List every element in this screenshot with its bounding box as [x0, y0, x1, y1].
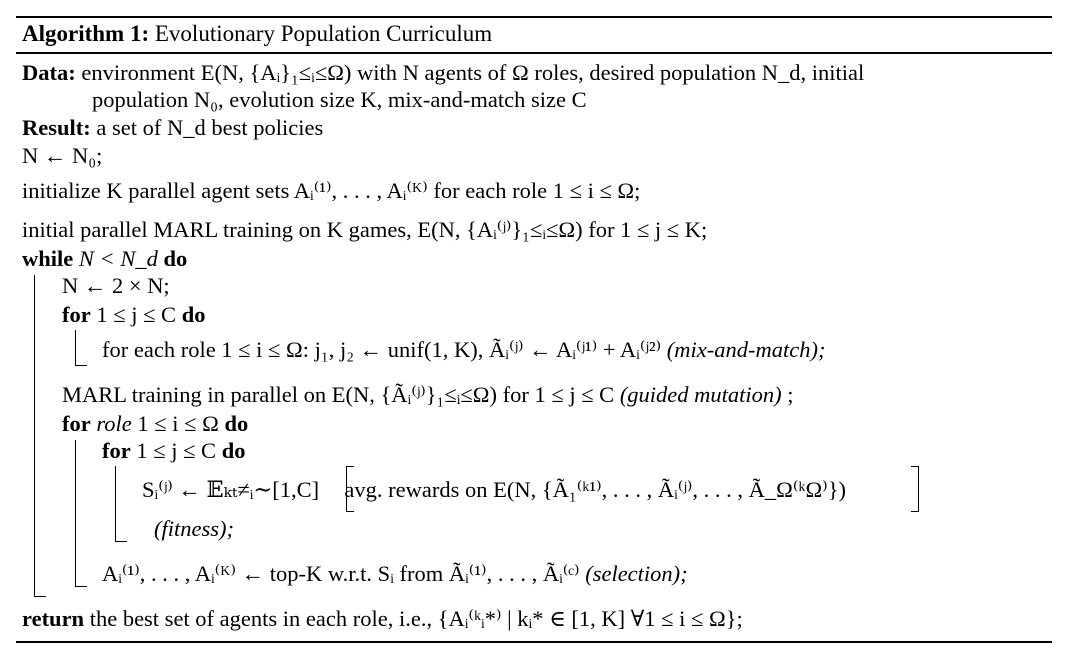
mix-and-match-line	[102, 337, 825, 363]
role-keyword: role	[96, 411, 132, 436]
for-role-line	[62, 411, 248, 437]
top-rule	[16, 16, 1052, 18]
guided-mutation-line	[62, 382, 794, 408]
fitness-lhs: Sᵢ⁽ʲ⁾ ← 𝔼ₖₜ≠ᵢ∼[1,C]	[142, 477, 320, 502]
bottom-rule	[16, 641, 1052, 643]
return-keyword: return	[22, 606, 85, 631]
selection-line	[102, 561, 688, 587]
init-population-text: N ← N₀;	[22, 143, 103, 168]
for-keyword: for	[62, 302, 91, 327]
double-population-line	[62, 273, 170, 299]
selection-note: (selection);	[585, 561, 688, 586]
initial-training-line	[22, 217, 707, 243]
for-mix-condition: 1 ≤ j ≤ C	[96, 302, 177, 327]
while-line	[22, 246, 187, 272]
caption-rule	[16, 52, 1052, 54]
result-text: a set of N_d best policies	[96, 115, 324, 140]
do-keyword: do	[163, 246, 188, 271]
return-line	[22, 606, 743, 632]
fitness-bracket-left	[346, 466, 354, 512]
data-text-1: environment E(N, {Aᵢ}₁≤ᵢ≤Ω) with N agents of Ω roles, desired population N_d, initial	[81, 60, 865, 85]
do-keyword: do	[224, 411, 249, 436]
caption-title: Evolutionary Population Curriculum	[154, 21, 493, 46]
data-keyword: Data:	[22, 60, 76, 85]
data-text-2: population N₀, evolution size K, mix-and-match size C	[92, 87, 587, 112]
for-mix-block-end	[75, 365, 87, 366]
result-keyword: Result:	[22, 115, 91, 140]
selection-text: Aᵢ⁽¹⁾, . . . , Aᵢ⁽ᴷ⁾ ← top-K w.r.t. Sᵢ from Ãᵢ⁽¹⁾, . . . , Ãᵢ⁽ᶜ⁾	[102, 561, 580, 586]
fitness-bracket-right	[911, 466, 919, 512]
do-keyword: do	[221, 438, 246, 463]
while-block-end	[34, 596, 46, 597]
initial-training-text: initial parallel MARL training on K games, E(N, {Aᵢ⁽ʲ⁾}₁≤ᵢ≤Ω) for 1 ≤ j ≤ K;	[22, 217, 708, 242]
fitness-line	[142, 477, 846, 503]
fitness-note: (fitness);	[154, 516, 234, 541]
return-text: the best set of agents in each role, i.e., {Aᵢ⁽ᵏᵢ*⁾ | kᵢ* ∈ [1, K] ∀1 ≤ i ≤ Ω};	[89, 606, 743, 631]
for-keyword: for	[102, 438, 131, 463]
while-keyword: while	[22, 246, 74, 271]
for-mix-block-bar	[75, 330, 76, 366]
for-fitness-block-end	[115, 541, 127, 542]
caption-label: Algorithm 1:	[22, 21, 150, 46]
do-keyword: do	[181, 302, 206, 327]
mix-and-match-text: for each role 1 ≤ i ≤ Ω: j₁, j₂ ← unif(1, K), Ãᵢ⁽ʲ⁾ ← Aᵢ⁽ʲ¹⁾ + Aᵢ⁽ʲ²⁾	[102, 337, 662, 362]
init-agent-sets-text: initialize K parallel agent sets Aᵢ⁽¹⁾, . . . , Aᵢ⁽ᴷ⁾ for each role 1 ≤ i ≤ Ω;	[22, 178, 641, 203]
guided-mutation-note: (guided mutation)	[619, 382, 782, 407]
for-fitness-block-bar	[115, 466, 116, 542]
algorithm-caption	[22, 21, 492, 47]
guided-mutation-end: ;	[781, 382, 794, 407]
mix-and-match-note: (mix-and-match);	[666, 337, 826, 362]
for-keyword: for	[62, 411, 91, 436]
fitness-note-line	[154, 516, 234, 542]
double-population-text: N ← 2 × N;	[62, 273, 170, 298]
for-fitness-condition: 1 ≤ j ≤ C	[136, 438, 217, 463]
for-role-block-end	[75, 586, 87, 587]
for-mix-line	[62, 302, 205, 328]
init-agent-sets-line	[22, 178, 640, 204]
for-role-condition: 1 ≤ i ≤ Ω	[137, 411, 219, 436]
guided-mutation-text: MARL training in parallel on E(N, {Ãᵢ⁽ʲ⁾}₁≤ᵢ≤Ω) for 1 ≤ j ≤ C	[62, 382, 615, 407]
data-line-2	[92, 87, 587, 113]
algorithm-box	[16, 0, 1052, 653]
init-population-line	[22, 143, 102, 169]
while-condition: N < N_d	[78, 246, 158, 271]
result-line	[22, 115, 323, 141]
for-fitness-line	[102, 438, 245, 464]
fitness-inner: avg. rewards on E(N, {Ã₁⁽ᵏ¹⁾, . . . , Ãᵢ⁽ʲ⁾, . . . , Ã_Ω⁽ᵏΩ⁾})	[344, 477, 846, 502]
while-block-bar	[34, 275, 35, 597]
data-line	[22, 60, 864, 86]
for-role-block-bar	[75, 440, 76, 587]
